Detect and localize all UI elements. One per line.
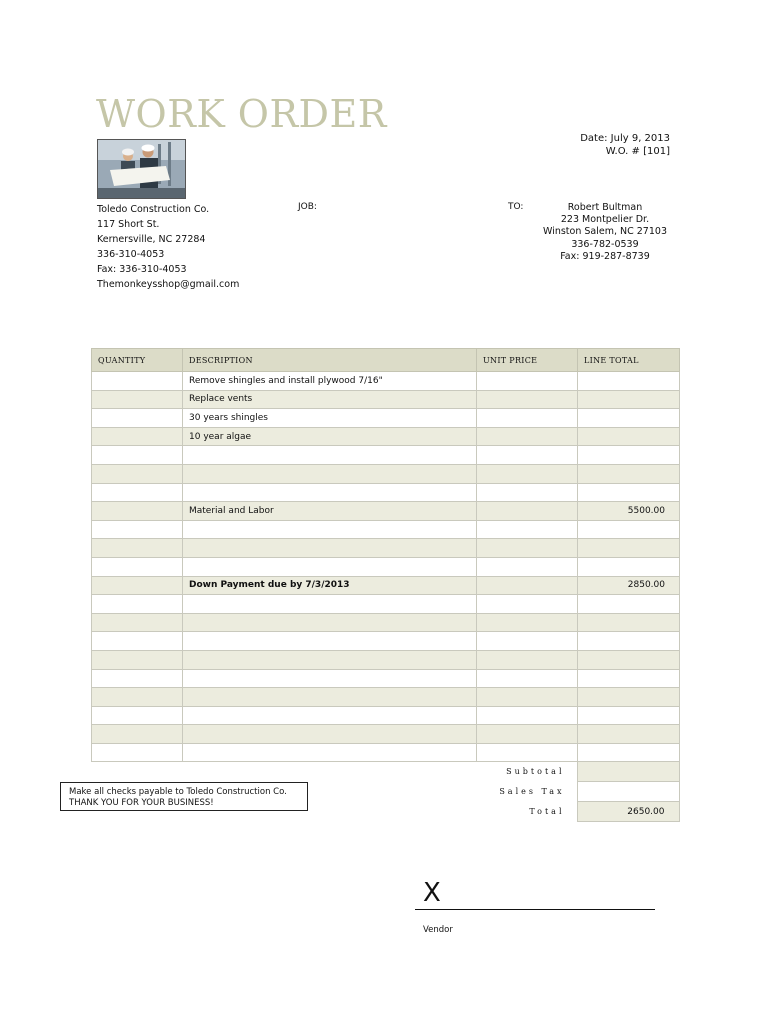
cell-description: 10 year algae [183, 427, 477, 446]
payment-note-line1: Make all checks payable to Toledo Construction Co. [69, 787, 287, 797]
to-phone: 336-782-0539 [571, 238, 639, 250]
cell-description [183, 613, 477, 632]
cell-unit-price [477, 743, 578, 762]
total-value: 2650.00 [577, 802, 679, 822]
table-row [92, 650, 680, 669]
cell-quantity [92, 427, 183, 446]
cell-line-total: 5500.00 [578, 502, 680, 521]
cell-line-total [578, 520, 680, 539]
cell-description: Remove shingles and install plywood 7/16" [183, 372, 477, 391]
cell-description: 30 years shingles [183, 409, 477, 428]
cell-unit-price [477, 576, 578, 595]
sales-tax-value [577, 782, 679, 802]
cell-unit-price [477, 409, 578, 428]
cell-line-total [578, 557, 680, 576]
total-label: Total [529, 807, 565, 816]
cell-quantity [92, 539, 183, 558]
signature-x-mark: X [423, 878, 441, 908]
cell-description [183, 650, 477, 669]
cell-description [183, 557, 477, 576]
table-row [92, 483, 680, 502]
table-row [92, 576, 680, 595]
to-name: Robert Bultman [567, 202, 643, 213]
cell-description [183, 725, 477, 744]
cell-line-total [578, 483, 680, 502]
table-row [92, 706, 680, 725]
from-company: Toledo Construction Co. [97, 204, 210, 215]
table-row [92, 688, 680, 707]
cell-description [183, 483, 477, 502]
cell-line-total [578, 650, 680, 669]
cell-line-total [578, 632, 680, 651]
from-street: 117 Short St. [97, 219, 160, 230]
table-row [92, 539, 680, 558]
workers-photo [97, 139, 186, 199]
totals-table [476, 761, 680, 822]
table-row [92, 409, 680, 428]
table-row [92, 632, 680, 651]
header-line-total: LINE TOTAL [578, 349, 680, 372]
table-row [92, 669, 680, 688]
cell-line-total [578, 539, 680, 558]
cell-quantity [92, 669, 183, 688]
to-street: 223 Montpelier Dr. [560, 214, 650, 226]
cell-description [183, 446, 477, 465]
cell-quantity [92, 576, 183, 595]
cell-line-total [578, 613, 680, 632]
table-header-row [92, 349, 680, 372]
cell-unit-price [477, 557, 578, 576]
cell-line-total [578, 743, 680, 762]
order-date: Date: July 9, 2013 [580, 133, 670, 144]
to-address [540, 202, 670, 263]
cell-quantity [92, 483, 183, 502]
job-label: JOB: [298, 202, 317, 212]
vendor-label: Vendor [423, 925, 453, 935]
table-row [92, 595, 680, 614]
cell-quantity [92, 613, 183, 632]
cell-quantity [92, 464, 183, 483]
cell-unit-price [477, 632, 578, 651]
cell-unit-price [477, 539, 578, 558]
subtotal-value [577, 762, 679, 782]
from-email: Themonkeysshop@gmail.com [97, 279, 240, 290]
cell-description [183, 632, 477, 651]
cell-unit-price [477, 650, 578, 669]
cell-unit-price [477, 688, 578, 707]
cell-quantity [92, 688, 183, 707]
cell-quantity [92, 706, 183, 725]
table-row [92, 390, 680, 409]
cell-quantity [92, 446, 183, 465]
cell-quantity [92, 409, 183, 428]
to-label: TO: [508, 202, 524, 212]
cell-quantity [92, 372, 183, 391]
payment-note [60, 782, 308, 811]
cell-quantity [92, 595, 183, 614]
work-order-number: W.O. # [101] [605, 146, 670, 157]
sales-tax-row [476, 782, 679, 802]
cell-unit-price [477, 446, 578, 465]
cell-unit-price [477, 372, 578, 391]
cell-description [183, 688, 477, 707]
table-row [92, 613, 680, 632]
cell-description: Replace vents [183, 390, 477, 409]
cell-quantity [92, 390, 183, 409]
signature-line[interactable] [415, 909, 655, 910]
total-row [476, 802, 679, 822]
cell-unit-price [477, 427, 578, 446]
from-phone: 336-310-4053 [97, 249, 165, 260]
from-address [97, 202, 239, 292]
cell-quantity [92, 650, 183, 669]
cell-description [183, 464, 477, 483]
cell-line-total [578, 464, 680, 483]
cell-line-total [578, 725, 680, 744]
cell-line-total: 2850.00 [578, 576, 680, 595]
page-title: WORK ORDER [96, 92, 387, 136]
subtotal-label: Subtotal [506, 767, 565, 776]
cell-description: Down Payment due by 7/3/2013 [183, 576, 477, 595]
header-unit-price: UNIT PRICE [477, 349, 578, 372]
cell-line-total [578, 688, 680, 707]
cell-unit-price [477, 390, 578, 409]
table-row [92, 502, 680, 521]
cell-quantity [92, 502, 183, 521]
to-city: Winston Salem, NC 27103 [543, 226, 667, 238]
sales-tax-label: Sales Tax [499, 787, 565, 796]
header-description: DESCRIPTION [183, 349, 477, 372]
cell-quantity [92, 557, 183, 576]
table-row [92, 427, 680, 446]
order-meta [580, 132, 670, 158]
cell-unit-price [477, 483, 578, 502]
cell-unit-price [477, 669, 578, 688]
cell-quantity [92, 632, 183, 651]
from-fax: Fax: 336-310-4053 [97, 264, 187, 275]
cell-unit-price [477, 464, 578, 483]
cell-description [183, 743, 477, 762]
cell-quantity [92, 520, 183, 539]
cell-line-total [578, 446, 680, 465]
table-row [92, 520, 680, 539]
cell-description [183, 706, 477, 725]
cell-unit-price [477, 613, 578, 632]
from-city: Kernersville, NC 27284 [97, 234, 206, 245]
cell-unit-price [477, 706, 578, 725]
cell-description [183, 539, 477, 558]
table-row [92, 725, 680, 744]
cell-quantity [92, 743, 183, 762]
cell-quantity [92, 725, 183, 744]
table-row [92, 464, 680, 483]
to-fax: Fax: 919-287-8739 [560, 250, 650, 262]
cell-unit-price [477, 520, 578, 539]
cell-description [183, 669, 477, 688]
cell-line-total [578, 595, 680, 614]
cell-line-total [578, 669, 680, 688]
workers-photo-icon [98, 140, 185, 198]
subtotal-row [476, 762, 679, 782]
line-items-table [91, 348, 680, 762]
cell-description [183, 595, 477, 614]
cell-line-total [578, 390, 680, 409]
table-row [92, 446, 680, 465]
cell-line-total [578, 372, 680, 391]
cell-line-total [578, 706, 680, 725]
cell-line-total [578, 409, 680, 428]
cell-unit-price [477, 595, 578, 614]
table-row [92, 372, 680, 391]
cell-description [183, 520, 477, 539]
cell-description: Material and Labor [183, 502, 477, 521]
header-quantity: QUANTITY [92, 349, 183, 372]
cell-unit-price [477, 502, 578, 521]
table-row [92, 743, 680, 762]
cell-unit-price [477, 725, 578, 744]
payment-note-line2: THANK YOU FOR YOUR BUSINESS! [69, 797, 214, 808]
table-row [92, 557, 680, 576]
cell-line-total [578, 427, 680, 446]
